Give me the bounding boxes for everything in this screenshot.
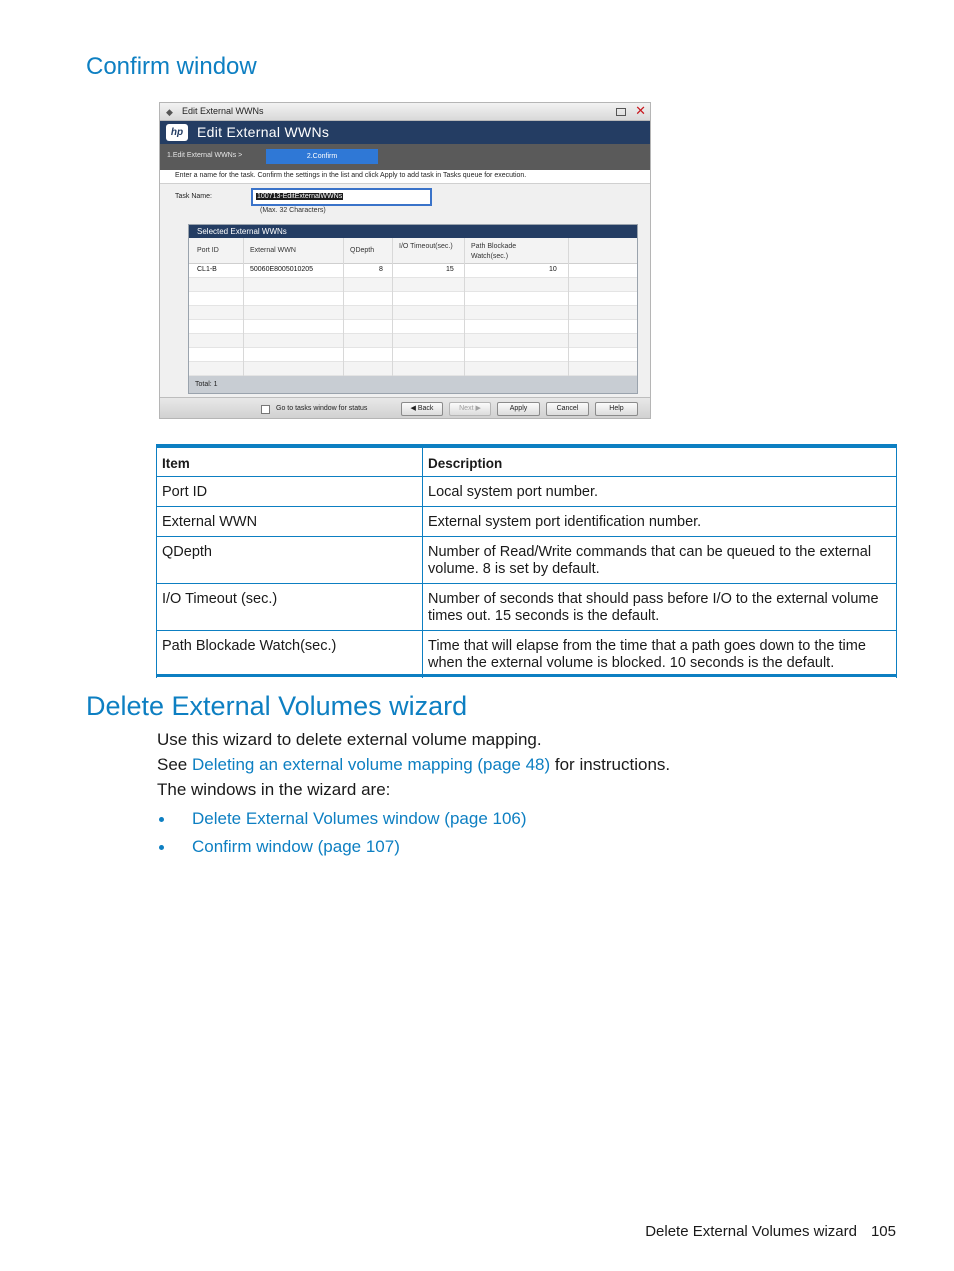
item-cell: Path Blockade Watch(sec.) — [156, 631, 423, 678]
table-row — [156, 507, 897, 537]
table-row-empty — [189, 292, 637, 306]
cell-port-id: CL1-B — [197, 266, 217, 273]
col-header-io-timeout[interactable]: I/O Timeout(sec.) — [399, 243, 453, 250]
col-header-path-blockade[interactable]: Path Blockade Watch(sec.) — [471, 243, 517, 260]
go-to-tasks-label: Go to tasks window for status — [276, 405, 368, 412]
bullet-icon — [159, 817, 164, 822]
table-row — [156, 631, 897, 678]
header-item: Item — [156, 448, 423, 476]
table-row-empty — [189, 306, 637, 320]
apply-button[interactable]: Apply — [497, 402, 540, 416]
description-cell: Number of seconds that should pass before I/O to the external volume times out. 15 seconds is the default. — [422, 584, 897, 630]
deleting-mapping-link[interactable]: Deleting an external volume mapping (page 48) — [191, 755, 551, 774]
window-footer-bar — [160, 397, 650, 419]
bullet-icon — [159, 845, 164, 850]
cell-external-wwn: 50060E8005010205 — [250, 266, 314, 273]
see-prefix: See — [157, 755, 192, 774]
selected-external-wwns-panel — [188, 224, 638, 394]
windows-intro-text: The windows in the wizard are: — [157, 780, 391, 799]
item-cell: I/O Timeout (sec.) — [156, 584, 423, 630]
item-description-table — [156, 444, 897, 677]
item-cell: External WWN — [156, 507, 423, 536]
item-cell: QDepth — [156, 537, 423, 583]
window-header-title: Edit External WWNs — [197, 124, 330, 140]
cancel-button[interactable]: Cancel — [546, 402, 589, 416]
description-cell: Number of Read/Write commands that can be queued to the external volume. 8 is set by default. — [422, 537, 897, 583]
close-icon[interactable]: ✕ — [635, 103, 646, 118]
item-cell: Port ID — [156, 477, 423, 506]
grid-divider — [464, 238, 465, 376]
table-row-empty — [189, 348, 637, 362]
see-instructions-line — [157, 755, 670, 775]
delete-volumes-window-link[interactable]: Delete External Volumes window (page 106) — [192, 809, 527, 828]
page-number: 105 — [870, 1223, 896, 1240]
instructions-text: Enter a name for the task. Confirm the settings in the list and click Apply to add task in Tasks queue for execution. — [175, 172, 527, 179]
cell-io-timeout: 15 — [446, 266, 454, 273]
cell-path-blockade: 10 — [549, 266, 557, 273]
grid-divider — [343, 238, 344, 376]
table-row-empty — [189, 334, 637, 348]
cell-qdepth: 8 — [379, 266, 383, 273]
grid-divider — [568, 238, 569, 376]
go-to-tasks-checkbox[interactable] — [261, 405, 270, 414]
confirm-window-link[interactable]: Confirm window (page 107) — [192, 837, 400, 856]
task-name-input[interactable] — [251, 188, 432, 206]
hp-logo: hp — [166, 124, 188, 141]
task-name-hint: (Max. 32 Characters) — [260, 207, 326, 214]
selected-panel-header — [189, 225, 637, 238]
description-cell: External system port identification number. — [422, 507, 897, 536]
section-title-confirm: Confirm window — [86, 53, 257, 80]
table-row — [156, 584, 897, 631]
grid-total-bar — [189, 376, 637, 394]
col-header-external-wwn[interactable]: External WWN — [250, 247, 296, 254]
task-name-value: 100713-EditExternalWWNs — [257, 193, 343, 200]
grid-divider — [392, 238, 393, 376]
table-row — [156, 537, 897, 584]
edit-external-wwns-window — [159, 102, 651, 419]
col-header-port-id[interactable]: Port ID — [197, 247, 219, 254]
footer-section: Delete External Volumes wizard — [645, 1223, 857, 1240]
grid-header — [189, 238, 637, 264]
back-button[interactable]: ◀ Back — [401, 402, 443, 416]
help-button[interactable]: Help — [595, 402, 638, 416]
grid-total: Total: 1 — [195, 381, 218, 388]
instructions-bar — [160, 170, 650, 184]
table-row[interactable] — [189, 264, 637, 278]
table-header-row — [156, 448, 897, 477]
description-cell: Time that will elapse from the time that a path goes down to the time when the external volume is blocked. 10 seconds is the default. — [422, 631, 897, 678]
header-description: Description — [422, 448, 897, 476]
selected-panel-title: Selected External WWNs — [197, 227, 287, 236]
page-footer — [645, 1223, 896, 1240]
table-row-empty — [189, 362, 637, 376]
step-edit-external-wwns: 1.Edit External WWNs > — [167, 152, 243, 159]
maximize-icon[interactable] — [616, 108, 626, 116]
step-confirm: 2.Confirm — [266, 149, 378, 164]
description-cell: Local system port number. — [422, 477, 897, 506]
see-suffix: for instructions. — [550, 755, 671, 774]
task-name-label: Task Name: — [175, 193, 212, 200]
window-header — [160, 121, 650, 144]
intro-text: Use this wizard to delete external volume mapping. — [157, 730, 542, 749]
table-row — [156, 477, 897, 507]
grid-divider — [243, 238, 244, 376]
window-titlebar — [160, 103, 650, 121]
table-row-empty — [189, 278, 637, 292]
col-header-qdepth[interactable]: QDepth — [350, 247, 375, 254]
table-row-empty — [189, 320, 637, 334]
window-titlebar-text: Edit External WWNs — [182, 106, 264, 116]
window-menu-icon[interactable]: ◆ — [166, 107, 173, 117]
next-button[interactable]: Next ▶ — [449, 402, 491, 416]
section-title-delete-wizard: Delete External Volumes wizard — [86, 691, 468, 721]
wizard-steps — [160, 144, 650, 170]
